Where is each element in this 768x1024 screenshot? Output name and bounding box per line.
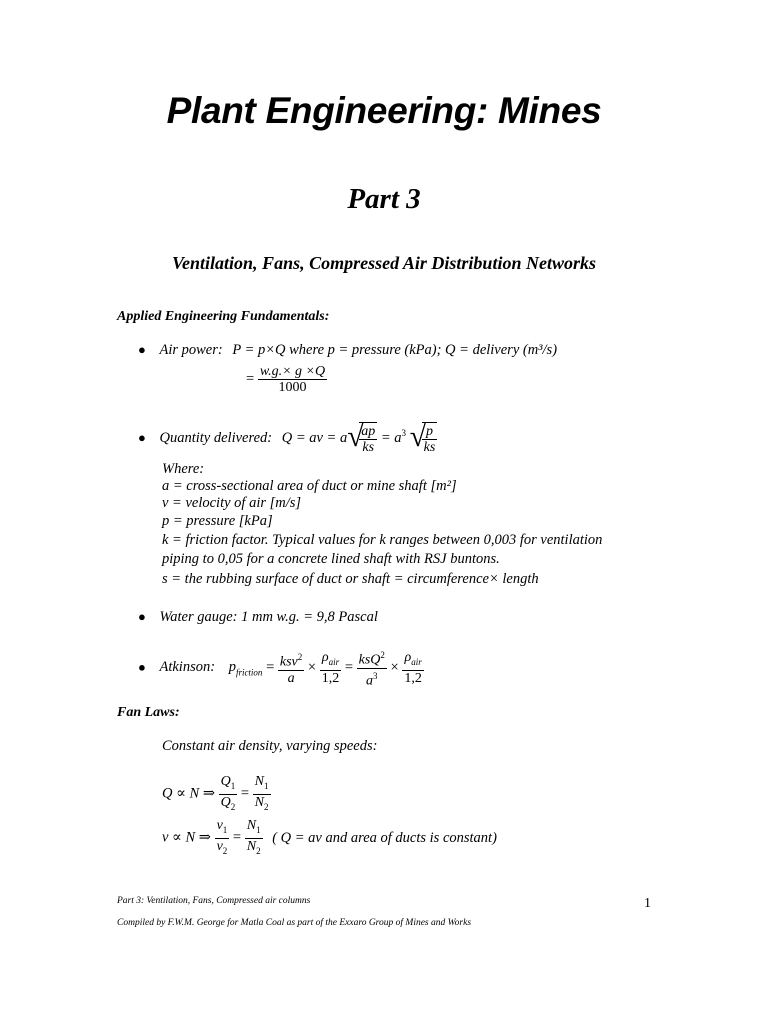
fan-law-1	[162, 774, 271, 815]
q1: Q	[220, 774, 231, 789]
frac-ks2: ks	[423, 440, 436, 455]
times2: ×	[390, 659, 399, 676]
den-a3: a	[366, 673, 374, 689]
law1-lhs: Q ∝ N ⇒	[162, 785, 215, 802]
bullet-dot: ●	[138, 659, 146, 675]
rho2: ρ	[404, 650, 412, 666]
where-line-s: s = the rubbing surface of duct or shaft = circumference× length	[162, 571, 539, 587]
fan-law-2	[162, 818, 497, 859]
frac-ap: ap	[361, 424, 376, 439]
eq2: =	[344, 659, 354, 676]
cube: 3	[373, 670, 378, 681]
water-gauge-text: Water gauge: 1 mm w.g. = 9,8 Pascal	[159, 609, 378, 625]
v1: v	[216, 818, 223, 833]
air-sub: air	[328, 657, 340, 668]
n1b: N	[246, 818, 257, 833]
d12b: 1,2	[404, 671, 422, 687]
n1-sub: 1	[264, 780, 269, 791]
v1-sub: 1	[222, 824, 228, 835]
page-number: 1	[644, 896, 651, 911]
air-sub2: air	[411, 657, 422, 668]
part-heading: Part 3	[347, 183, 421, 215]
frac-p: p	[425, 424, 433, 439]
sub2: 2	[230, 801, 236, 812]
quantity-lhs: Q = av = a	[281, 429, 348, 446]
bullet-air-power	[138, 342, 557, 359]
sqrt-p-ks: √ $\frac{p}{ks}$	[409, 420, 436, 455]
rho: ρ	[321, 650, 329, 666]
n1b-sub: 1	[256, 824, 261, 835]
frac-ks: ks	[359, 439, 377, 455]
atkinson-label: Atkinson:	[159, 659, 216, 676]
quantity-label: Quantity delivered:	[159, 429, 273, 446]
sub1: 1	[230, 780, 236, 791]
law2-note: ( Q = av and area of ducts is constant)	[272, 829, 497, 846]
subtitle: Ventilation, Fans, Compressed Air Distribution Networks	[172, 253, 596, 273]
n2-sub: 2	[264, 801, 269, 812]
times: ×	[307, 659, 317, 676]
where-line-k2: piping to 0,05 for a concrete lined shaft with RSJ buntons.	[162, 551, 500, 567]
ksv: ksv	[279, 654, 298, 670]
cube-exp: 3	[401, 428, 406, 438]
quantity-eq2: = a	[380, 429, 402, 446]
law2-eq: =	[232, 829, 242, 846]
v2-sub: 2	[222, 845, 228, 856]
where-line-a: a = cross-sectional area of duct or mine shaft [m²]	[162, 478, 457, 494]
air-power-label: Air power:	[159, 342, 223, 358]
ksQ: ksQ	[358, 652, 381, 668]
bullet-dot: ●	[138, 429, 146, 445]
n2b: N	[246, 838, 257, 854]
where-line-k: k = friction factor. Typical values for k ranges between 0,003 for ventilation	[162, 532, 603, 548]
where-label: Where:	[162, 461, 205, 477]
v2: v	[216, 838, 223, 854]
footer-line-2: Compiled by F.W.M. George for Matla Coal as part of the Exxaro Group of Mines and Works	[117, 918, 472, 928]
bullet-dot: ●	[138, 342, 146, 357]
section-heading-fan-laws: Fan Laws:	[117, 705, 180, 720]
constant-density-text: Constant air density, varying speeds:	[162, 738, 378, 754]
where-line-p: p = pressure [kPa]	[162, 513, 273, 529]
air-power-denominator: 1000	[278, 380, 307, 395]
air-power-fraction: = $\frac{w.g.\times g \times Q}{1000}$	[246, 364, 326, 395]
n1: N	[254, 774, 265, 789]
n2: N	[254, 794, 265, 810]
section-heading-fundamentals: Applied Engineering Fundamentals:	[117, 309, 330, 324]
law2-lhs: v ∝ N ⇒	[162, 829, 211, 846]
sq: 2	[297, 652, 303, 663]
n2b-sub: 2	[256, 845, 261, 856]
sq2: 2	[380, 650, 385, 660]
bullet-water-gauge	[138, 609, 378, 626]
air-power-formula: P = p×Q where p = pressure (kPa); Q = delivery (m³/s)	[232, 342, 558, 358]
eq: =	[266, 659, 275, 676]
where-line-v: v = velocity of air [m/s]	[162, 495, 302, 511]
bullet-quantity	[138, 422, 437, 455]
d12: 1,2	[321, 671, 340, 687]
den-a: a	[287, 670, 295, 686]
air-power-numerator: w.g.× g ×Q	[259, 364, 326, 379]
friction-sub: friction	[235, 667, 263, 678]
law1-eq: =	[240, 785, 250, 802]
document-title: Plant Engineering: Mines	[166, 90, 602, 131]
footer-line-1: Part 3: Ventilation, Fans, Compressed air columns	[117, 896, 311, 906]
q2: Q	[220, 794, 231, 810]
bullet-dot: ●	[138, 609, 146, 624]
atkinson-p: p	[228, 659, 236, 676]
bullet-atkinson	[138, 648, 424, 688]
sqrt-ap-ks: √ $\frac{ap}{ks}$	[347, 420, 376, 455]
